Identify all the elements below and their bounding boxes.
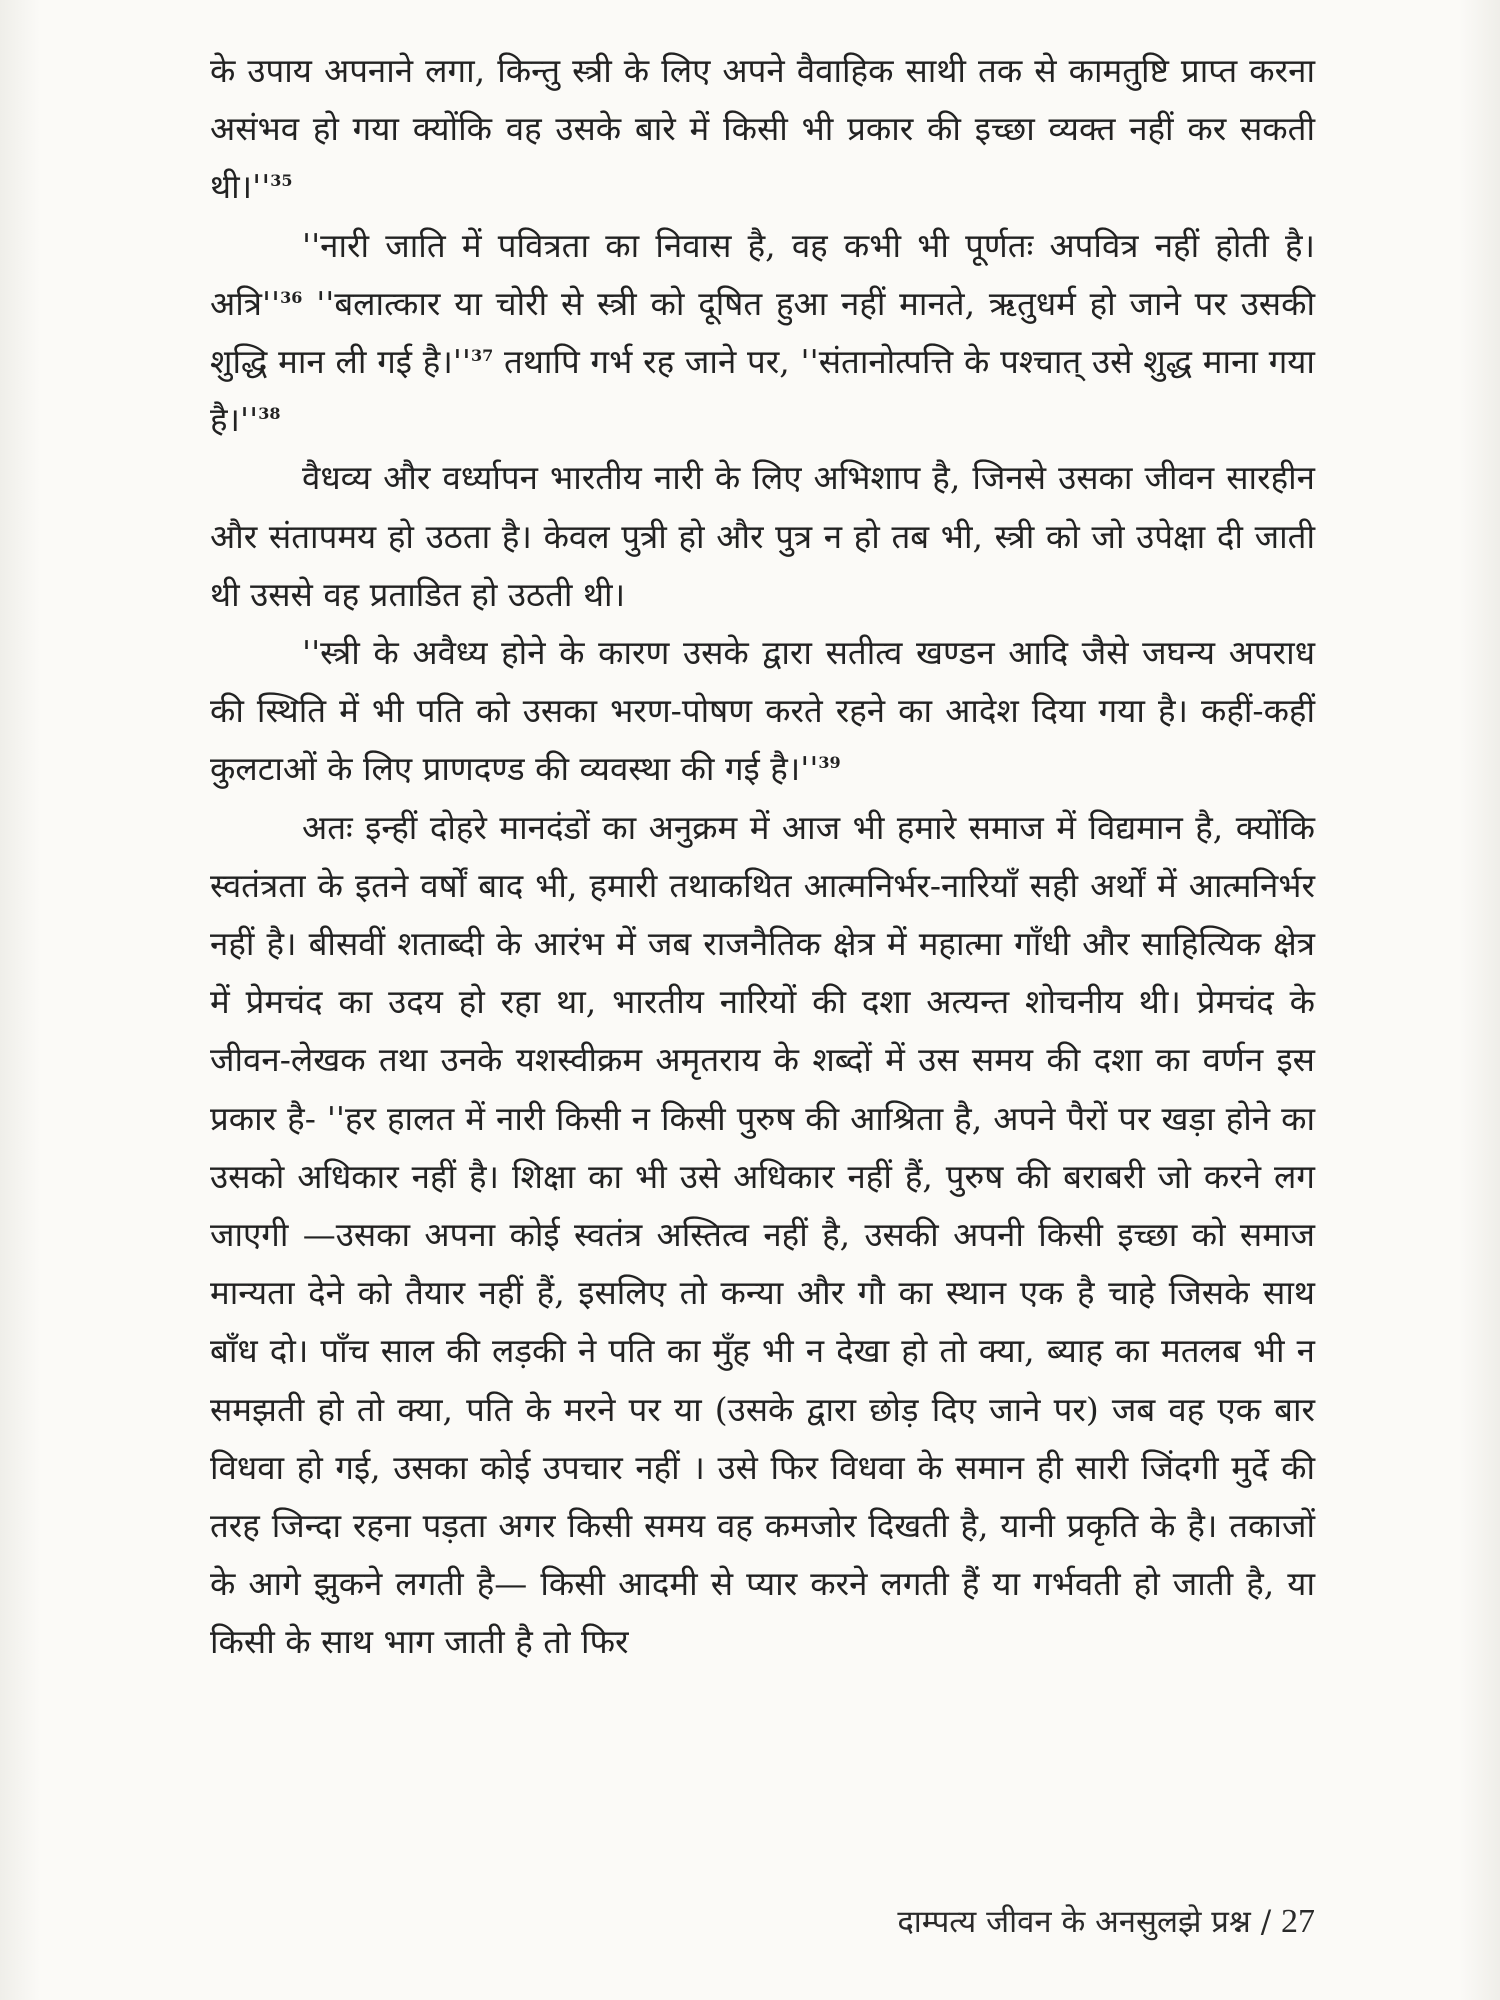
footnote-ref: 36 — [280, 287, 303, 307]
paragraph-3 — [210, 449, 1315, 624]
page-footer — [897, 1900, 1315, 1942]
footnote-ref: 38 — [258, 404, 281, 424]
page-number: 27 — [1281, 1903, 1315, 1940]
quote-segment: ''नारी जाति में पवित्रता का निवास है, वह कभी भी पूर्णतः अपवित्र नहीं होती है। अत्रि'' — [210, 225, 1315, 323]
paragraph-text: वैधव्य और वर्ध्यापन भारतीय नारी के लिए अभिशाप है, जिनसे उसका जीवन सारहीन और संतापमय हो उठता है। केवल पुत्री हो और पुत्र न हो तब भी, स्त्री को जो उपेक्षा दी जाती थी उससे वह प्रताडित हो उठती थी। — [210, 458, 1315, 614]
paragraph-5 — [210, 799, 1315, 1672]
body-text — [210, 42, 1315, 1672]
quote-segment: तथापि गर्भ रह जाने पर, ''संतानोत्पत्ति के पश्चात् उसे शुद्ध माना गया है।'' — [210, 342, 1315, 440]
paragraph-1 — [210, 42, 1315, 217]
running-title: दाम्पत्य जीवन के अनसुलझे प्रश्न — [897, 1904, 1251, 1940]
footnote-ref: 37 — [470, 346, 494, 366]
paragraph-4 — [210, 624, 1315, 799]
footnote-ref: 39 — [818, 753, 841, 773]
paragraph-text: अतः इन्हीं दोहरे मानदंडों का अनुक्रम में आज भी हमारे समाज में विद्यमान है, क्योंकि स्वतंत्रता के इतने वर्षों बाद भी, हमारी तथाकथित आत्मनिर्भर-नारियाँ सही अर्थों में आत्मनिर्भर नहीं है। बीसवीं शताब्दी के आरंभ में जब राजनैतिक क्षेत्र में महात्मा गाँधी और साहित्यिक क्षेत्र में प्रेमचंद का उदय हो रहा था, भारतीय नारियों की दशा अत्यन्त शोचनीय थी। प्रेमचंद के जीवन-लेखक तथा उनके यशस्वीक्रम अमृतराय के शब्दों में उस समय की दशा का वर्णन इस प्रकार है- ''हर हालत में नारी किसी न किसी पुरुष की आश्रिता है, अपने पैरों पर खड़ा होने का उसको अधिकार नहीं है। शिक्षा का भी उसे अधिकार नहीं हैं, पुरुष की बराबरी जो करने लग जाएगी —उसका अपना कोई स्वतंत्र अस्तित्व नहीं है, उसकी अपनी किसी इच्छा को समाज मान्यता देने को तैयार नहीं हैं, इसलिए तो कन्या और गौ का स्थान एक है चाहे जिसके साथ बाँध दो। पाँच साल की लड़की ने पति का मुँह भी न देखा हो तो क्या, ब्याह का मतलब भी न समझती हो तो क्या, पति के मरने पर या (उसके द्वारा छोड़ दिए जाने पर) जब वह एक बार विधवा हो गई, उसका कोई उपचार नहीं । उसे फिर विधवा के समान ही सारी जिंदगी मुर्दे की तरह जिन्दा रहना पड़ता अगर किसी समय वह कमजोर दिखती है, यानी प्रकृति के है। तकाजों के आगे झुकने लगती है— किसी आदमी से प्यार करने लगती हैं या गर्भवती हो जाती है, या किसी के साथ भाग जाती है तो फिर — [210, 807, 1315, 1662]
paragraph-2 — [210, 217, 1315, 450]
paragraph-text: के उपाय अपनाने लगा, किन्तु स्त्री के लिए अपने वैवाहिक साथी तक से कामतुष्टि प्राप्त करना असंभव हो गया क्योंकि वह उसके बारे में किसी भी प्रकार की इच्छा व्यक्त नहीं कर सकती थी।'' — [210, 51, 1315, 207]
footnote-ref: 35 — [270, 171, 293, 191]
footer-separator: / — [1260, 1904, 1272, 1940]
quote-segment: ''बलात्कार या चोरी से स्त्री को दूषित हुआ नहीं मानते, ऋतुधर्म हो जाने पर उसकी शुद्धि मान ली गई है।'' — [210, 283, 1315, 382]
paragraph-text: ''स्त्री के अवैध्य होने के कारण उसके द्वारा सतीत्व खण्डन आदि जैसे जघन्य अपराध की स्थिति में भी पति को उसका भरण-पोषण करते रहने का आदेश दिया गया है। कहीं-कहीं कुलटाओं के लिए प्राणदण्ड की व्यवस्था की गई है।'' — [210, 633, 1315, 789]
